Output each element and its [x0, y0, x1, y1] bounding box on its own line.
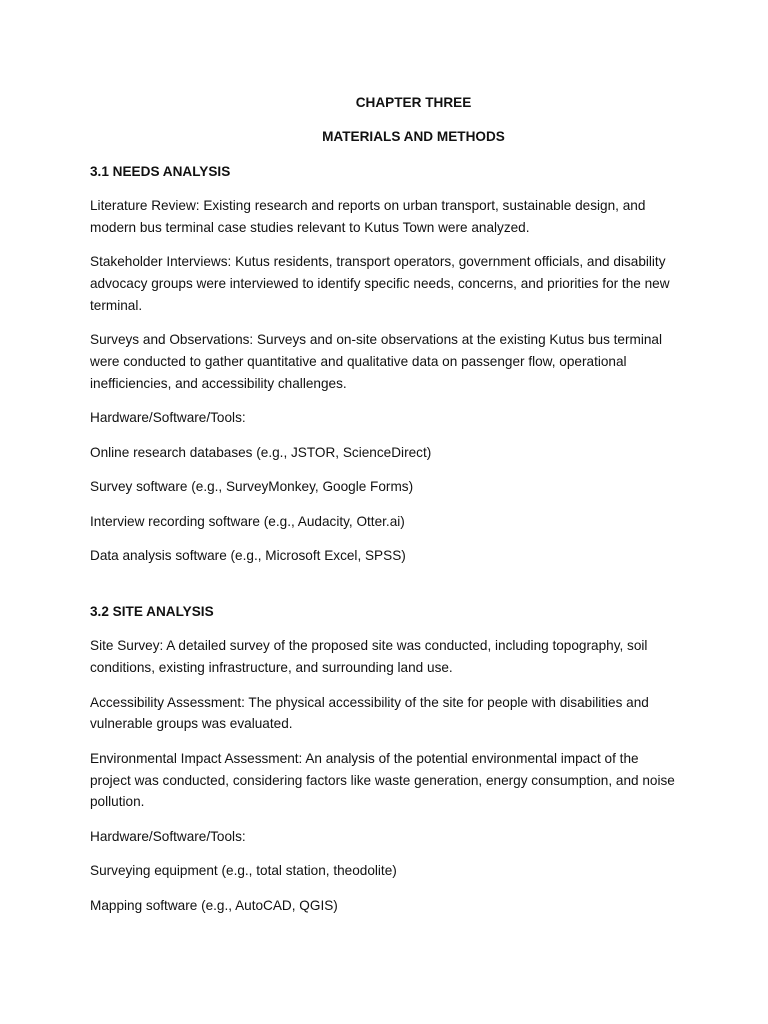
- paragraph-literature-review: Literature Review: Existing research and reports on urban transport, sustainable design, and modern bus terminal case studies relevant to Kutus Town were analyzed.: [90, 198, 646, 235]
- list-item: Interview recording software (e.g., Audacity, Otter.ai): [90, 513, 405, 529]
- paragraph-site-survey: Site Survey: A detailed survey of the proposed site was conducted, including topography, soil conditions, existing infrastructure, and surrounding land use.: [90, 638, 648, 676]
- paragraph-tools-label: Hardware/Software/Tools:: [90, 410, 246, 426]
- section-heading: 3.2 SITE ANALYSIS: [90, 604, 214, 620]
- paragraph-accessibility-assessment: Accessibility Assessment: The physical accessibility of the site for people with disabilities and vulnerable groups was evaluated.: [90, 694, 649, 732]
- paragraph-surveys-observations: Surveys and Observations: Surveys and on-site observations at the existing Kutus bus terminal were conducted to gather quantitative and qualitative data on passenger flow, operational inefficiencies, and accessibility challenges.: [90, 332, 662, 391]
- chapter-title: CHAPTER THREE: [355, 95, 472, 110]
- section-needs-analysis: [90, 161, 675, 567]
- paragraph-tools-label: Hardware/Software/Tools:: [90, 828, 246, 844]
- list-item: Online research databases (e.g., JSTOR, ScienceDirect): [90, 444, 432, 460]
- list-item: Data analysis software (e.g., Microsoft Excel, SPSS): [90, 547, 406, 563]
- section-heading: 3.1 NEEDS ANALYSIS: [90, 163, 231, 179]
- section-spacer: [90, 579, 675, 601]
- list-item: Survey software (e.g., SurveyMonkey, Google Forms): [90, 479, 414, 495]
- paragraph-stakeholder-interviews: Stakeholder Interviews: Kutus residents, transport operators, government officials, and disability advocacy groups were interviewed to identify specific needs, concerns, and priorities for the new terminal.: [90, 254, 670, 313]
- list-item: Mapping software (e.g., AutoCAD, QGIS): [90, 897, 338, 913]
- paragraph-environmental-impact: Environmental Impact Assessment: An analysis of the potential environmental impact of the project was conducted, considering factors like waste generation, energy consumption, and noise pollution.: [90, 750, 675, 810]
- document-body: [90, 92, 675, 929]
- section-site-analysis: [90, 601, 675, 916]
- chapter-subtitle: MATERIALS AND METHODS: [322, 129, 505, 145]
- list-item: Surveying equipment (e.g., total station, theodolite): [90, 863, 397, 879]
